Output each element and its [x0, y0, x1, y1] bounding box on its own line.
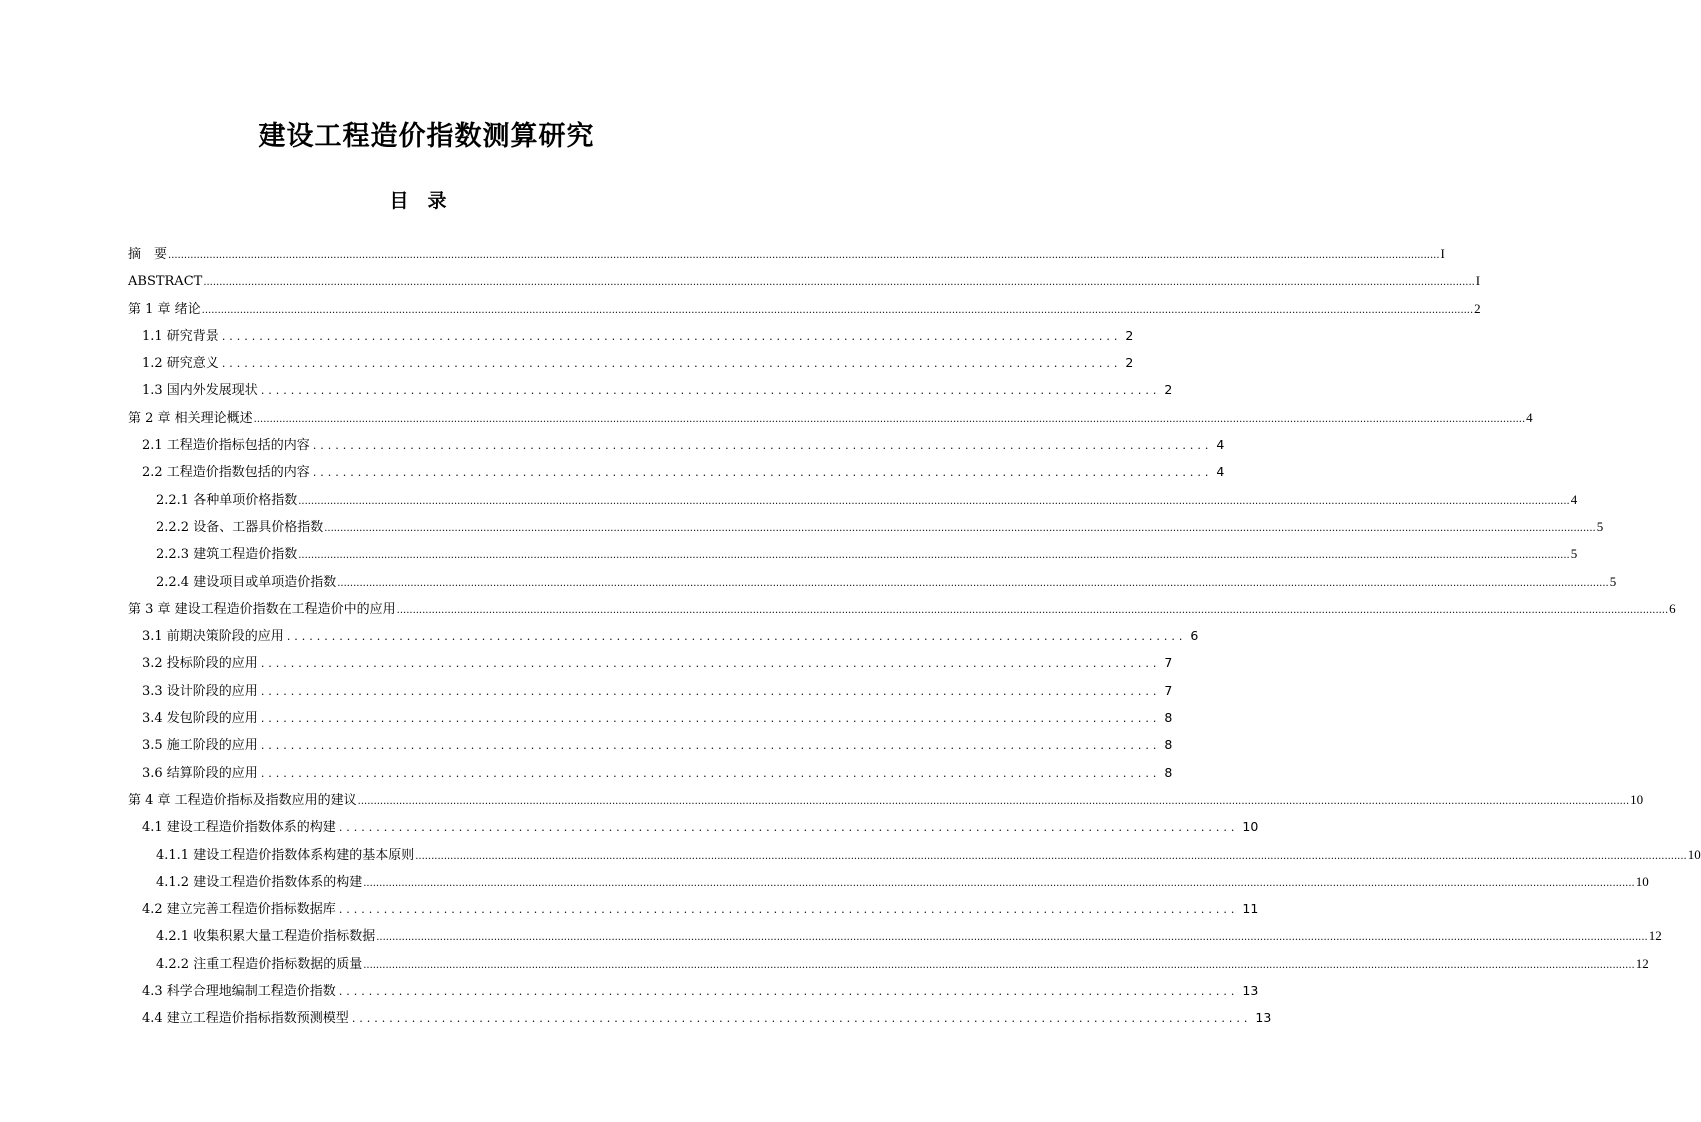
toc-entry-page-number: 11 — [1242, 901, 1259, 917]
toc-entry-label: 4.4 建立工程造价指标指数预测模型 — [142, 1011, 349, 1027]
toc-dot-leader: ................................................................................................................................................................................................................................................................................................................................................................................................................ — [337, 577, 1609, 589]
toc-dot-leader: ........................................................................................................................ — [338, 821, 1239, 835]
toc-dot-leader: ................................................................................................................................................................................................................................................................................................................................................................................................................ — [363, 959, 1635, 971]
toc-entry[interactable] — [128, 540, 1578, 567]
toc-dot-leader: ................................................................................................................................................................................................................................................................................................................................................................................................................ — [253, 413, 1526, 425]
toc-entry-page-number: 8 — [1164, 764, 1173, 780]
toc-entry-label: 3.4 发包阶段的应用 — [142, 711, 258, 727]
toc-entry[interactable] — [128, 649, 1173, 676]
toc-dot-leader: ................................................................................................................................................................................................................................................................................................................................................................................................................ — [298, 495, 1570, 507]
toc-dot-leader: ........................................................................................................................ — [312, 466, 1213, 480]
toc-entry[interactable] — [128, 622, 1199, 649]
toc-entry-label: 3.1 前期决策阶段的应用 — [142, 629, 284, 645]
toc-entry-page-number: 2 — [1125, 355, 1134, 371]
toc-entry-page-number: I — [1440, 246, 1445, 261]
toc-entry-page-number: 13 — [1242, 983, 1259, 999]
toc-dot-leader: ........................................................................................................................ — [260, 684, 1161, 698]
toc-entry-label: 4.2.2 注重工程造价指标数据的质量 — [156, 956, 363, 972]
toc-entry-label: 4.1.1 建设工程造价指数体系构建的基本原则 — [156, 847, 415, 863]
toc-entry-label: 摘 要 — [128, 247, 168, 262]
toc-entry-label: 1.1 研究背景 — [142, 328, 219, 344]
toc-entry[interactable] — [128, 240, 1445, 267]
toc-entry[interactable] — [128, 677, 1173, 704]
toc-entry-page-number: 7 — [1164, 655, 1173, 671]
toc-entry-page-number: 5 — [1570, 546, 1578, 562]
toc-dot-leader: ........................................................................................................................ — [260, 712, 1161, 726]
toc-entry[interactable] — [128, 376, 1173, 403]
toc-entry-page-number: 8 — [1164, 737, 1173, 753]
document-title: 建设工程造价指数测算研究 — [258, 121, 595, 152]
toc-entry-label: 2.1 工程造价指标包括的内容 — [142, 438, 310, 454]
toc-dot-leader: ........................................................................................................................ — [351, 1012, 1252, 1026]
toc-entry-label: 1.2 研究意义 — [142, 356, 219, 372]
toc-entry-page-number: 4 — [1570, 491, 1578, 507]
toc-dot-leader: ................................................................................................................................................................................................................................................................................................................................................................................................................ — [203, 277, 1475, 289]
toc-entry-page-number: 7 — [1164, 682, 1173, 698]
toc-dot-leader: ........................................................................................................................ — [260, 766, 1161, 780]
toc-entry[interactable] — [128, 404, 1533, 431]
toc-entry[interactable] — [128, 841, 1701, 868]
toc-dot-leader: ........................................................................................................................ — [221, 357, 1122, 371]
toc-entry-label: 2.2.1 各种单项价格指数 — [156, 492, 298, 508]
toc-entry-page-number: I — [1475, 273, 1481, 289]
toc-entry-page-number: 10 — [1630, 791, 1644, 807]
toc-entry-label: 2.2 工程造价指数包括的内容 — [142, 465, 310, 481]
toc-entry[interactable] — [128, 486, 1578, 513]
toc-entry-label: 第 1 章 绪论 — [128, 301, 201, 317]
toc-dot-leader: ................................................................................................................................................................................................................................................................................................................................................................................................................ — [415, 850, 1687, 862]
toc-entry-label: 3.6 结算阶段的应用 — [142, 765, 258, 781]
toc-entry-label: 1.3 国内外发展现状 — [142, 383, 258, 399]
toc-entry[interactable] — [128, 349, 1134, 376]
toc-entry[interactable] — [128, 431, 1225, 458]
toc-entry[interactable] — [128, 868, 1649, 895]
toc-entry[interactable] — [128, 704, 1173, 731]
toc-entry-page-number: 10 — [1687, 846, 1701, 862]
toc-dot-leader: ................................................................................................................................................................................................................................................................................................................................................................................................................ — [376, 932, 1648, 944]
toc-entry-page-number: 4 — [1216, 464, 1225, 480]
toc-entry[interactable] — [128, 895, 1259, 922]
toc-entry[interactable] — [128, 786, 1644, 813]
toc-entry[interactable] — [128, 759, 1173, 786]
toc-entry-page-number: 5 — [1596, 518, 1604, 534]
toc-entry-page-number: 4 — [1216, 437, 1225, 453]
toc-entry-page-number: 12 — [1648, 928, 1662, 944]
toc-dot-leader: ........................................................................................................................ — [260, 739, 1161, 753]
toc-dot-leader: ................................................................................................................................................................................................................................................................................................................................................................................................................ — [357, 795, 1630, 807]
toc-entry-label: 3.3 设计阶段的应用 — [142, 683, 258, 699]
toc-entry[interactable] — [128, 267, 1481, 294]
toc-entry[interactable] — [128, 813, 1259, 840]
toc-entry-page-number: 4 — [1526, 409, 1533, 425]
toc-entry[interactable] — [128, 295, 1481, 322]
toc-entry-label: 4.1.2 建设工程造价指数体系的构建 — [156, 874, 363, 890]
toc-entry-label: 4.2 建立完善工程造价指标数据库 — [142, 902, 336, 918]
toc-entry-label: ABSTRACT — [128, 274, 203, 290]
toc-entry-label: 3.2 投标阶段的应用 — [142, 656, 258, 672]
toc-entry[interactable] — [128, 322, 1134, 349]
toc-entry-page-number: 2 — [1125, 327, 1134, 343]
toc-entry[interactable] — [128, 1004, 1272, 1031]
toc-entry-label: 第 4 章 工程造价指标及指数应用的建议 — [128, 792, 357, 808]
toc-entry-page-number: 10 — [1242, 819, 1259, 835]
toc-entry-label: 2.2.3 建筑工程造价指数 — [156, 547, 298, 563]
toc-entry-label: 4.1 建设工程造价指数体系的构建 — [142, 820, 336, 836]
toc-dot-leader: ........................................................................................................................ — [260, 384, 1161, 398]
toc-dot-leader: ................................................................................................................................................................................................................................................................................................................................................................................................................ — [168, 250, 1440, 261]
toc-dot-leader: ........................................................................................................................ — [260, 657, 1161, 671]
toc-entry-label: 2.2.4 建设项目或单项造价指数 — [156, 574, 337, 590]
toc-entry-page-number: 6 — [1669, 600, 1676, 616]
toc-entry-label: 第 2 章 相关理论概述 — [128, 410, 253, 426]
toc-entry[interactable] — [128, 595, 1676, 622]
toc-heading: 目 录 — [389, 190, 447, 212]
toc-entry-page-number: 2 — [1474, 300, 1481, 316]
toc-entry-page-number: 10 — [1635, 873, 1649, 889]
table-of-contents — [128, 240, 1701, 1032]
toc-entry[interactable] — [128, 977, 1259, 1004]
toc-entry[interactable] — [128, 568, 1617, 595]
toc-dot-leader: ........................................................................................................................ — [338, 985, 1239, 999]
toc-entry-label: 第 3 章 建设工程造价指数在工程造价中的应用 — [128, 601, 396, 617]
toc-entry-page-number: 8 — [1164, 710, 1173, 726]
toc-dot-leader: ................................................................................................................................................................................................................................................................................................................................................................................................................ — [298, 550, 1570, 562]
toc-entry-label: 3.5 施工阶段的应用 — [142, 738, 258, 754]
toc-entry[interactable] — [128, 731, 1173, 758]
toc-dot-leader: ................................................................................................................................................................................................................................................................................................................................................................................................................ — [201, 304, 1474, 316]
toc-dot-leader: ........................................................................................................................ — [338, 903, 1239, 917]
toc-entry-label: 4.3 科学合理地编制工程造价指数 — [142, 984, 336, 1000]
toc-entry[interactable] — [128, 458, 1225, 485]
toc-dot-leader: ........................................................................................................................ — [286, 630, 1187, 644]
toc-dot-leader: ........................................................................................................................ — [312, 439, 1213, 453]
toc-dot-leader: ........................................................................................................................ — [221, 329, 1122, 343]
toc-entry[interactable] — [128, 950, 1649, 977]
toc-entry[interactable] — [128, 922, 1662, 949]
toc-entry[interactable] — [128, 513, 1604, 540]
toc-entry-page-number: 12 — [1635, 955, 1649, 971]
toc-entry-page-number: 5 — [1609, 573, 1617, 589]
toc-dot-leader: ................................................................................................................................................................................................................................................................................................................................................................................................................ — [324, 522, 1596, 534]
toc-dot-leader: ................................................................................................................................................................................................................................................................................................................................................................................................................ — [396, 604, 1669, 616]
toc-entry-label: 4.2.1 收集积累大量工程造价指标数据 — [156, 929, 376, 945]
toc-entry-page-number: 13 — [1255, 1010, 1272, 1026]
toc-entry-page-number: 2 — [1164, 382, 1173, 398]
toc-entry-label: 2.2.2 设备、工器具价格指数 — [156, 519, 324, 535]
toc-dot-leader: ................................................................................................................................................................................................................................................................................................................................................................................................................ — [363, 877, 1635, 889]
toc-entry-page-number: 6 — [1190, 628, 1199, 644]
